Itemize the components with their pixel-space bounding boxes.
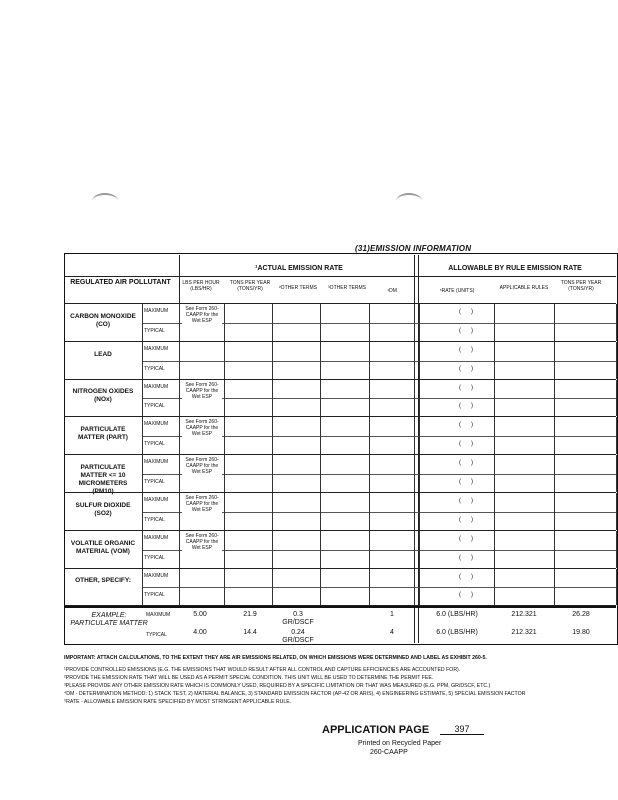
col-line — [414, 380, 415, 417]
typical-label: TYPICAL — [144, 403, 165, 410]
pollutant-row — [64, 531, 616, 569]
col-line — [494, 455, 495, 492]
units-paren: ( ) — [459, 384, 473, 391]
col-line — [369, 455, 370, 492]
col-line — [414, 417, 415, 454]
col-line — [616, 417, 617, 454]
see-form-note: See Form 260-CAAPP for the Wet ESP — [182, 382, 222, 400]
form-title: (31)EMISSION INFORMATION — [355, 244, 472, 253]
col-line — [419, 342, 420, 379]
col-line — [272, 417, 273, 454]
maximum-label: MAXIMUM — [144, 572, 169, 579]
units-paren: ( ) — [459, 554, 473, 561]
row-midline — [142, 587, 616, 588]
row-midline — [142, 361, 616, 362]
col-line — [320, 531, 321, 568]
col-line — [272, 531, 273, 568]
col-line — [142, 380, 143, 417]
allow-header: ALLOWABLE BY RULE EMISSION RATE — [448, 265, 582, 272]
actual-header: ¹ACTUAL EMISSION RATE — [255, 265, 343, 272]
ex-typ-tons: 14.4 — [243, 629, 257, 636]
example-rule — [64, 606, 616, 608]
col-line — [419, 569, 420, 606]
ex-typ-rate: 6.0 (LBS/HR) — [436, 629, 478, 636]
col-line — [142, 304, 143, 341]
col-line — [179, 342, 180, 379]
ex-typ-rule: 212.321 — [511, 629, 537, 636]
col-line — [224, 342, 225, 379]
col-line — [554, 304, 555, 341]
footnote-5: ⁵RATE - ALLOWABLE EMISSION RATE SPECIFIED BY MOST STRINGENT APPLICABLE RULE. — [64, 699, 292, 705]
col-line — [142, 342, 143, 379]
col-line — [494, 304, 495, 341]
col-line — [494, 417, 495, 454]
units-paren: ( ) — [459, 460, 473, 467]
col-line — [179, 380, 180, 417]
col-dm: ⁴DM — [387, 288, 397, 294]
page-number: 397 — [440, 724, 484, 735]
col-line — [224, 569, 225, 606]
ex-typ-other: 0.24 GR/DSCF — [282, 629, 314, 644]
col-line — [616, 342, 617, 379]
col-line — [369, 531, 370, 568]
pollutant-name: PARTICULATE MATTER (PART) — [78, 426, 128, 442]
units-paren: ( ) — [459, 309, 473, 315]
see-form-note: See Form 260-CAAPP for the Wet ESP — [182, 495, 222, 513]
maximum-label: MAXIMUM — [144, 383, 169, 390]
col-line — [179, 531, 180, 568]
units-paren: ( ) — [459, 573, 473, 580]
col-line — [272, 342, 273, 379]
units-paren: ( ) — [459, 516, 473, 523]
col-line — [272, 380, 273, 417]
pollutant-name: VOLATILE ORGANIC MATERIAL (VOM) — [70, 539, 136, 555]
col-line — [142, 455, 143, 492]
col-line — [414, 493, 415, 530]
see-form-note: See Form 260-CAAPP for the Wet ESP — [182, 533, 222, 551]
col-line — [369, 417, 370, 454]
see-form-note: See Form 260-CAAPP for the Wet ESP — [182, 306, 222, 324]
col-line — [494, 531, 495, 568]
col-line — [320, 304, 321, 341]
col-line — [414, 342, 415, 379]
typical-label: TYPICAL — [144, 554, 165, 561]
units-paren: ( ) — [459, 592, 473, 599]
col-line — [554, 493, 555, 530]
col-lbs: LBS PER HOUR (LBS/HR) — [182, 280, 220, 292]
col-line — [616, 569, 617, 606]
units-paren: ( ) — [459, 441, 473, 448]
maximum-label: MAXIMUM — [144, 497, 169, 503]
header-rule — [64, 276, 616, 277]
col-line — [224, 455, 225, 492]
col-line — [179, 493, 180, 530]
col-line — [419, 417, 420, 454]
pollutant-row — [64, 417, 616, 455]
ex-typ-dm: 4 — [390, 629, 394, 636]
typical-label: TYPICAL — [144, 479, 165, 486]
col-other2: ³OTHER TERMS — [328, 285, 366, 291]
col-line — [414, 531, 415, 568]
punch-hole-right — [396, 193, 422, 209]
col-line — [554, 569, 555, 606]
col-line — [272, 304, 273, 341]
pollutant-name: CARBON MONOXIDE (CO) — [70, 312, 136, 328]
example-label: EXAMPLE: PARTICULATE MATTER — [70, 612, 148, 627]
ex-max-dm: 1 — [390, 611, 394, 618]
footnote-2: ²PROVIDE THE EMISSION RATE THAT WILL BE USED AS A PERMIT SPECIAL CONDITION. THIS UNIT WILL BE USED TO DETERMINE THE PERMIT FEE. — [64, 675, 434, 681]
see-form-note: See Form 260-CAAPP for the Wet ESP — [182, 419, 222, 437]
col-line — [142, 531, 143, 568]
col-line — [142, 569, 143, 606]
col-line — [179, 569, 180, 606]
col-other1: ²OTHER TERMS — [279, 285, 317, 291]
maximum-label: MAXIMUM — [144, 421, 169, 428]
example-typ-label: TYPICAL — [146, 632, 167, 638]
col-line — [224, 531, 225, 568]
footnote-important: IMPORTANT: ATTACH CALCULATIONS, TO THE EXTENT THEY ARE AIR EMISSIONS RELATED, ON WHICH EMISSIONS WERE DETERMINED AND LABEL AS EXHIBIT 260-5. — [64, 655, 487, 661]
col-line — [414, 569, 415, 606]
pollutant-row — [64, 455, 616, 496]
col-line — [179, 455, 180, 492]
col-line — [616, 493, 617, 530]
pollutant-name: LEAD — [94, 350, 112, 358]
maximum-label: MAXIMUM — [144, 459, 169, 466]
col-line — [320, 455, 321, 492]
col-line — [419, 455, 420, 492]
punch-hole-left — [92, 193, 118, 209]
col-line — [369, 342, 370, 379]
units-paren: ( ) — [459, 498, 473, 504]
typical-label: TYPICAL — [144, 365, 165, 372]
col-line — [320, 342, 321, 379]
pollutant-row — [64, 304, 616, 342]
col-line — [616, 455, 617, 492]
col-line — [320, 380, 321, 417]
pollutant-header: REGULATED AIR POLLUTANT — [70, 279, 171, 286]
col-line — [414, 304, 415, 341]
col-rules: APPLICABLE RULES — [499, 285, 549, 291]
footnote-1: ¹PROVIDE CONTROLLED EMISSIONS (E.G. THE EMISSIONS THAT WOULD RESULT AFTER ALL CONTROL AND CAPTURE EFFICIENCIES ARE ACCOUNTED FOR). — [64, 667, 461, 673]
pollutant-name: PARTICULATE MATTER <= 10 MICROMETERS (PM10) — [78, 464, 128, 496]
col-line — [320, 493, 321, 530]
maximum-label: MAXIMUM — [144, 534, 169, 541]
units-paren: ( ) — [459, 403, 473, 410]
col-line — [369, 493, 370, 530]
col-line — [224, 304, 225, 341]
pollutant-row — [64, 380, 616, 418]
col-tons: TONS PER YEAR (TONS/YR) — [229, 280, 271, 292]
ex-max-rate: 6.0 (LBS/HR) — [436, 611, 478, 618]
ex-max-other: 0.3 GR/DSCF — [282, 611, 314, 626]
ex-typ-tons2: 19.80 — [572, 629, 590, 636]
footnote-4: ⁴DM - DETERMINATION METHOD: 1) STACK TEST, 2) MATERIAL BALANCE, 3) STANDARD EMISSION FACTOR (AP-42 OR ARIS), 4) ENGINEERING ESTIMATE, 5) SPECIAL EMISSION FACTOR — [64, 691, 526, 697]
col-rate: ⁵RATE (UNITS) — [439, 288, 475, 294]
ex-typ-lbs: 4.00 — [193, 629, 207, 636]
see-form-note: See Form 260-CAAPP for the Wet ESP — [182, 457, 222, 475]
ex-max-tons: 21.9 — [243, 611, 257, 618]
col-line — [419, 493, 420, 530]
typical-label: TYPICAL — [144, 592, 165, 599]
col-line — [272, 493, 273, 530]
example-max-label: MAXIMUM — [146, 612, 171, 618]
col-line — [369, 380, 370, 417]
pollutant-row — [64, 493, 616, 531]
typical-label: TYPICAL — [144, 327, 165, 334]
col-line — [554, 531, 555, 568]
col-line — [142, 417, 143, 454]
typical-label: TYPICAL — [144, 441, 165, 448]
col-line — [494, 569, 495, 606]
col-line — [419, 304, 420, 341]
col-line — [554, 417, 555, 454]
col-line — [494, 342, 495, 379]
emission-form — [64, 243, 618, 645]
col-line — [369, 304, 370, 341]
col-line — [142, 493, 143, 530]
col-line — [554, 380, 555, 417]
maximum-label: MAXIMUM — [144, 308, 169, 314]
units-paren: ( ) — [459, 365, 473, 372]
col-line — [224, 380, 225, 417]
col-line — [320, 417, 321, 454]
pollutant-name: OTHER, SPECIFY: — [75, 577, 131, 585]
units-paren: ( ) — [459, 346, 473, 353]
col-line — [616, 380, 617, 417]
col-line — [179, 417, 180, 454]
ex-max-rule: 212.321 — [511, 611, 537, 618]
units-paren: ( ) — [459, 479, 473, 486]
col-line — [554, 455, 555, 492]
col-line — [616, 304, 617, 341]
col-line — [272, 569, 273, 606]
col-line — [179, 304, 180, 341]
col-line — [320, 569, 321, 606]
typical-label: TYPICAL — [144, 516, 165, 523]
col-line — [224, 493, 225, 530]
col-tons2: TONS PER YEAR (TONS/YR) — [560, 280, 602, 292]
col-line — [494, 493, 495, 530]
pollutant-name: SULFUR DIOXIDE (SO2) — [75, 501, 131, 517]
footnote-3: ³PLEASE PROVIDE ANY OTHER EMISSION RATE WHICH IS COMMONLY USED, REQUIRED BY A SPECIFIC LIMITATION OR THAT WAS MEASURED (E.G. PPM, GR/DSCF, ETC.) — [64, 683, 491, 689]
col-line — [414, 455, 415, 492]
ex-max-tons2: 26.28 — [572, 611, 590, 618]
col-line — [224, 417, 225, 454]
pollutant-name: NITROGEN OXIDES (NOx) — [72, 388, 134, 404]
form-id: 260-CAAPP — [370, 749, 408, 756]
col-line — [554, 342, 555, 379]
units-paren: ( ) — [459, 327, 473, 334]
page-label: APPLICATION PAGE — [322, 724, 430, 736]
units-paren: ( ) — [459, 422, 473, 429]
ex-max-lbs: 5.00 — [193, 611, 207, 618]
maximum-label: MAXIMUM — [144, 345, 169, 352]
pollutant-row — [64, 342, 616, 380]
units-paren: ( ) — [459, 535, 473, 542]
col-line — [419, 531, 420, 568]
col-line — [494, 380, 495, 417]
col-line — [616, 531, 617, 568]
col-line — [272, 455, 273, 492]
pollutant-row — [64, 569, 616, 607]
col-line — [419, 380, 420, 417]
col-line — [369, 569, 370, 606]
printed-note: Printed on Recycled Paper — [358, 740, 442, 747]
